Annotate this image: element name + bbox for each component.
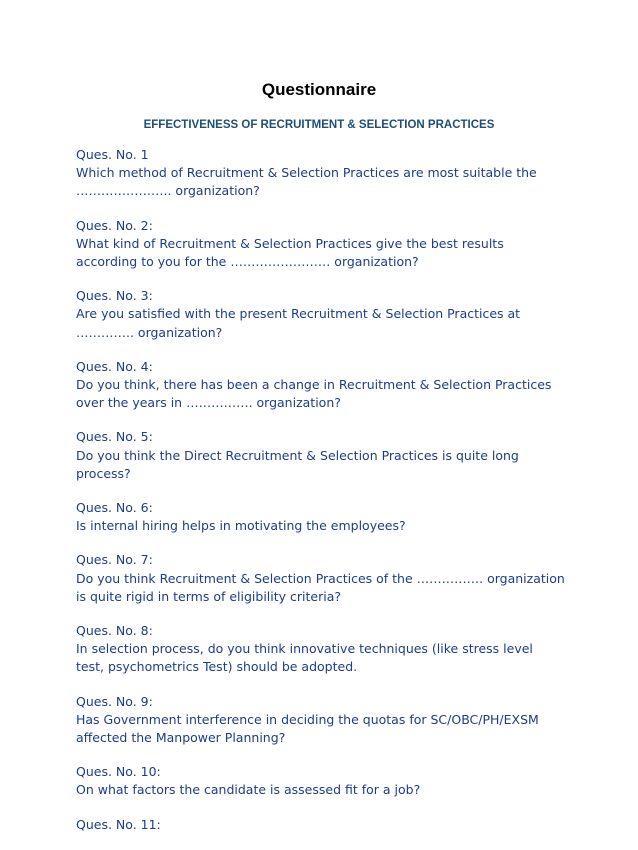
question-item	[76, 622, 576, 677]
question-item	[76, 693, 576, 748]
question-label: Ques. No. 3:	[76, 288, 153, 304]
question-text: according to you for the …………………… organization?	[76, 254, 419, 270]
question-list	[76, 146, 576, 850]
question-item	[76, 816, 576, 834]
question-text: On what factors the candidate is assessed fit for a job?	[76, 782, 421, 798]
question-label: Ques. No. 7:	[76, 552, 153, 568]
question-item	[76, 217, 576, 272]
question-item	[76, 358, 576, 413]
question-label: Ques. No. 9:	[76, 693, 153, 709]
question-item	[76, 428, 576, 483]
question-text: process?	[76, 465, 131, 481]
question-text: ………….. organization?	[76, 324, 223, 340]
question-text: Do you think the Direct Recruitment & Selection Practices is quite long	[76, 447, 519, 463]
question-label: Ques. No. 1	[76, 147, 149, 162]
question-item	[76, 146, 576, 201]
question-label: Ques. No. 10:	[76, 764, 161, 780]
question-text: Do you think, there has been a change in Recruitment & Selection Practices	[76, 377, 552, 393]
question-text: Is internal hiring helps in motivating the employees?	[76, 518, 406, 534]
question-text: is quite rigid in terms of eligibility criteria?	[76, 588, 341, 604]
question-text: In selection process, do you think innovative techniques (like stress level	[76, 641, 533, 657]
question-text: Are you satisfied with the present Recruitment & Selection Practices at	[76, 306, 521, 322]
question-label: Ques. No. 11:	[76, 816, 161, 832]
question-item	[76, 287, 576, 342]
question-item	[76, 499, 576, 535]
page-title: Questionnaire	[261, 80, 377, 99]
question-text: ………………….. organization?	[76, 183, 260, 199]
question-text: test, psychometrics Test) should be adopted.	[76, 659, 358, 675]
question-text: over the years in ……………. organization?	[76, 395, 341, 411]
page-subtitle: EFFECTIVENESS OF RECRUITMENT & SELECTION PRACTICES	[143, 119, 495, 131]
question-label: Ques. No. 6:	[76, 500, 153, 516]
question-label: Ques. No. 5:	[76, 429, 153, 445]
question-text: affected the Manpower Planning?	[76, 730, 286, 746]
question-item	[76, 763, 576, 799]
question-text: What kind of Recruitment & Selection Practices give the best results	[76, 235, 504, 251]
question-label: Ques. No. 8:	[76, 623, 153, 639]
question-label: Ques. No. 4:	[76, 358, 153, 374]
question-text: Which method of Recruitment & Selection Practices are most suitable the	[76, 165, 537, 181]
question-text: Do you think Recruitment & Selection Practices of the ……………. organization	[76, 570, 565, 586]
question-label: Ques. No. 2:	[76, 217, 153, 233]
question-text: Has Government interference in deciding the quotas for SC/OBC/PH/EXSM	[76, 711, 539, 727]
question-item	[76, 551, 576, 606]
